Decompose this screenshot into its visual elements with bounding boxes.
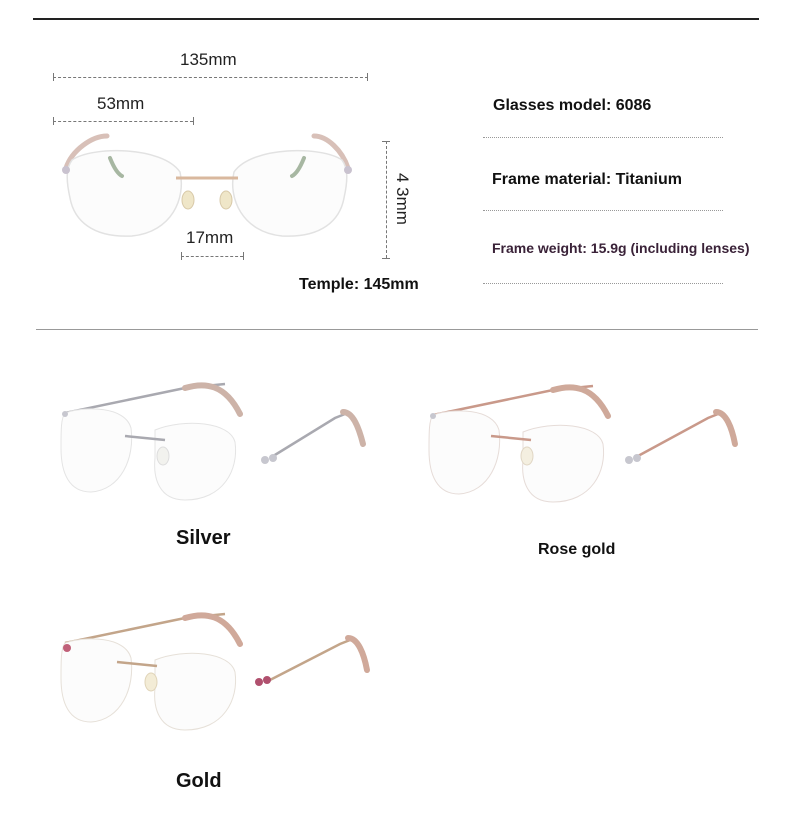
glasses-side-rose-gold-icon	[423, 380, 743, 505]
top-divider	[33, 18, 759, 20]
glasses-front-diagram	[52, 128, 362, 248]
glasses-side-silver-icon	[55, 378, 370, 503]
total-width-label: 135mm	[180, 50, 237, 69]
spec-weight: Frame weight: 15.9g (including lenses)	[492, 240, 750, 256]
lens-width-tick-left	[53, 117, 54, 125]
bridge-width-label: 17mm	[186, 228, 234, 247]
left-lens	[67, 151, 181, 236]
lens-height-label: 4 3mm	[393, 173, 412, 225]
lens-height-tick-bottom	[382, 258, 390, 259]
variant-gold-label: Gold	[176, 770, 222, 792]
variant-silver-label: Silver	[176, 527, 231, 549]
left-hinge	[62, 166, 70, 174]
section-divider	[36, 329, 758, 330]
right-lens	[233, 151, 347, 236]
total-width-line	[53, 77, 368, 78]
total-width-tick-left	[53, 73, 54, 81]
right-nose-pad	[220, 191, 232, 209]
spec-material: Frame material: Titanium	[492, 171, 682, 188]
variant-rose-gold-image[interactable]	[423, 380, 743, 505]
variant-silver-image[interactable]	[55, 378, 370, 503]
spec-separator-2	[483, 210, 723, 211]
left-nose-pad	[182, 191, 194, 209]
variant-gold-image[interactable]	[55, 608, 370, 733]
temple-length-label: Temple: 145mm	[299, 276, 419, 293]
lens-height-tick-top	[382, 141, 390, 142]
total-width-tick-right	[367, 73, 368, 81]
lens-width-label: 53mm	[97, 94, 145, 113]
glasses-side-gold-icon	[55, 608, 370, 733]
spec-separator-3	[483, 283, 723, 284]
bridge-width-tick-right	[243, 252, 244, 260]
right-hinge	[344, 166, 352, 174]
bridge-width-tick-left	[181, 252, 182, 260]
spec-separator-1	[483, 137, 723, 138]
bridge-width-line	[181, 256, 243, 257]
lens-width-tick-right	[193, 117, 194, 125]
variant-rose-gold-label: Rose gold	[538, 541, 616, 558]
lens-width-line	[53, 121, 193, 122]
spec-model: Glasses model: 6086	[493, 97, 652, 114]
lens-height-line	[386, 141, 387, 258]
